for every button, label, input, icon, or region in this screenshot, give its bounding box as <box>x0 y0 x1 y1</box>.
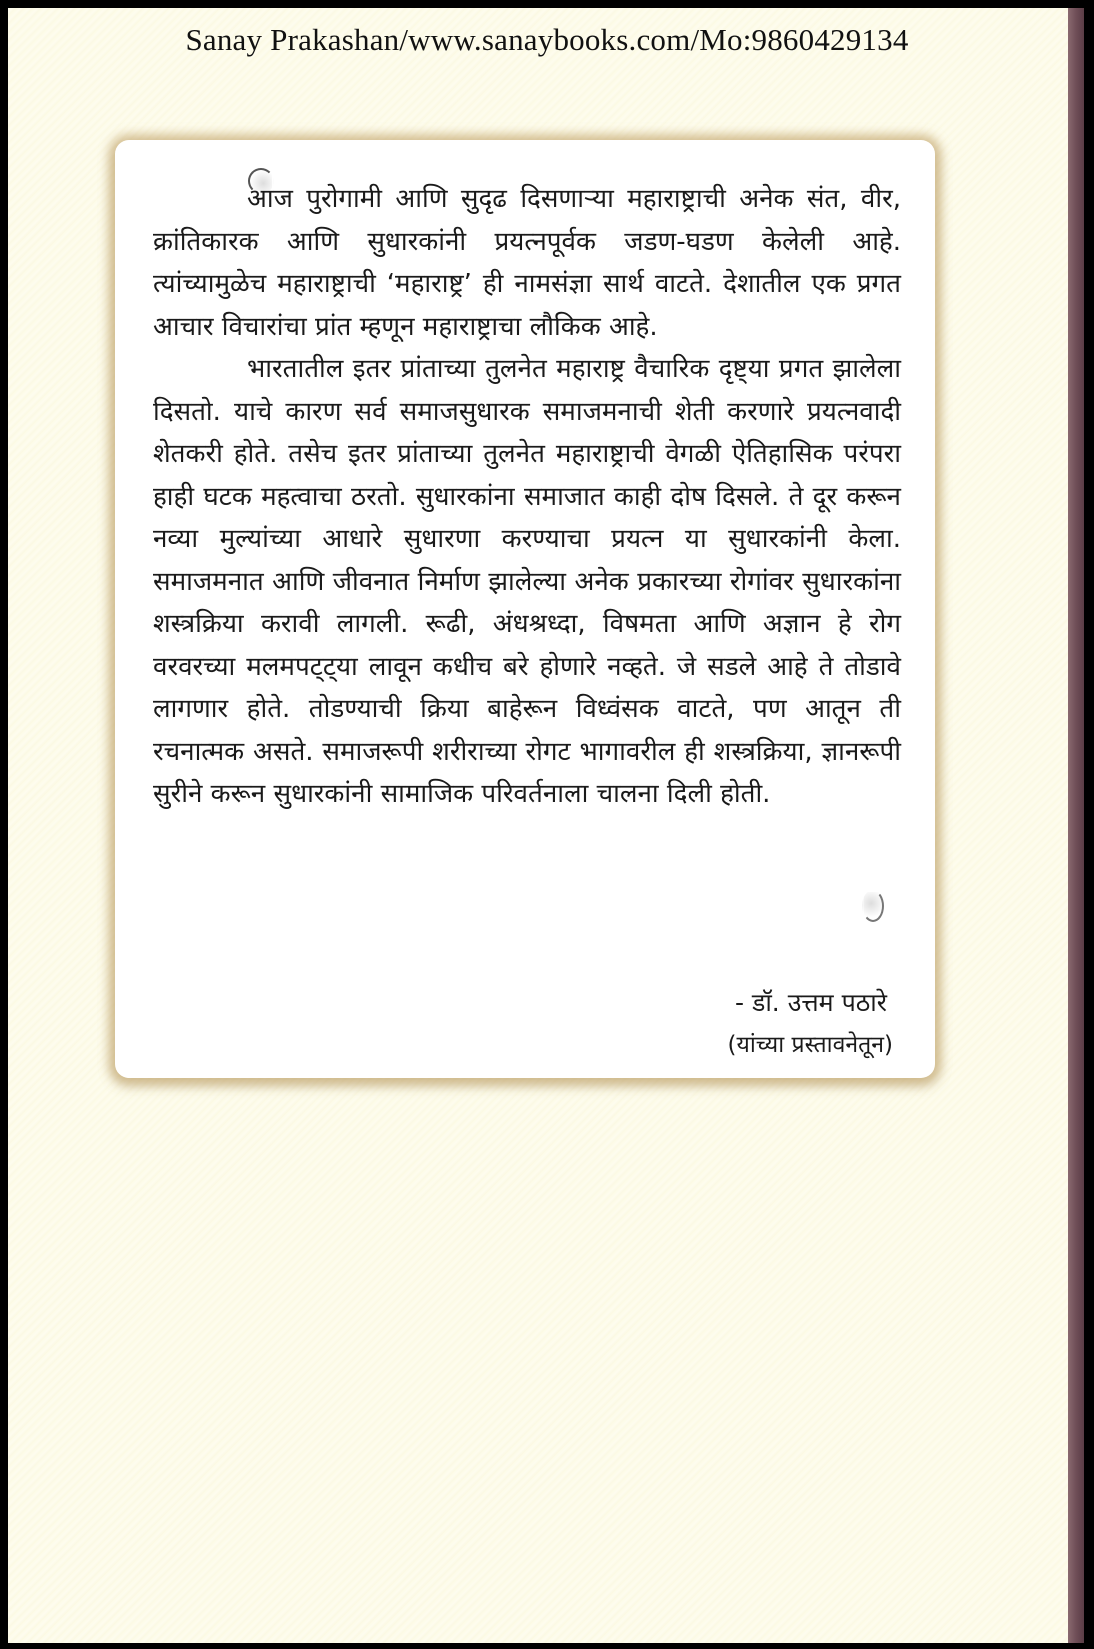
quote-author: - डॉ. उत्तम पठारे <box>734 988 887 1017</box>
quote-card <box>115 140 935 1078</box>
quote-text <box>153 178 901 816</box>
quote-paragraph-1: आज पुरोगामी आणि सुदृढ दिसणाऱ्या महाराष्ट्राची अनेक संत, वीर, क्रांतिकारक आणि सुधारकांनी प्रयत्नपूर्वक जडण-घडण केलेली आहे. त्यांच्यामुळेच महाराष्ट्राची ‘महाराष्ट्र’ ही नामसंज्ञा सार्थ वाटते. देशातील एक प्रगत आचार विचारांचा प्रांत म्हणून महाराष्ट्राचा लौकिक आहे. <box>153 184 901 342</box>
book-back-cover <box>8 8 1068 1643</box>
quote-source: (यांच्या प्रस्तावनेतून) <box>727 1032 893 1058</box>
publisher-watermark: Sanay Prakashan/www.sanaybooks.com/Mo:9860429134 <box>185 22 909 57</box>
close-quote-icon <box>862 890 884 922</box>
book-spine-edge <box>1068 8 1084 1643</box>
quote-paragraph-2: भारतातील इतर प्रांताच्या तुलनेत महाराष्ट्र वैचारिक दृष्ट्या प्रगत झालेला दिसतो. याचे कारण सर्व समाजसुधारक समाजमनाची शेती करणारे प्रयत्नवादी शेतकरी होते. तसेच इतर प्रांताच्या तुलनेत महाराष्ट्राची वेगळी ऐतिहासिक परंपरा हाही घटक महत्वाचा ठरतो. सुधारकांना समाजात काही दोष दिसले. ते दूर करून नव्या मुल्यांच्या आधारे सुधारणा करण्याचा प्रयत्न या सुधारकांनी केला. समाजमनात आणि जीवनात निर्माण झालेल्या अनेक प्रकारच्या रोगांवर सुधारकांना शस्त्रक्रिया करावी लागली. रूढी, अंधश्रध्दा, विषमता आणि अज्ञान हे रोग वरवरच्या मलमपट्ट्या लावून कधीच बरे होणारे नव्हते. जे सडले आहे ते तोडावे लागणार होते. तोडण्याची क्रिया बाहेरून विध्वंसक वाटते, पण आतून ती रचनात्मक असते. समाजरूपी शरीराच्या रोगट भागावरील ही शस्त्रक्रिया, ज्ञानरूपी सुरीने करून सुधारकांनी सामाजिक परिवर्तनाला चालना दिली होती. <box>153 354 901 809</box>
